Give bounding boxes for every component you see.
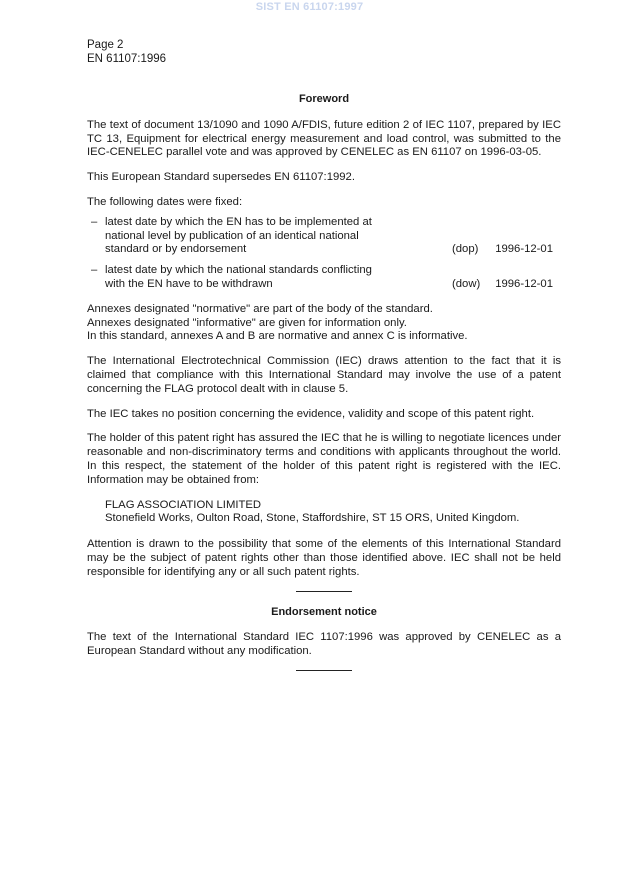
divider (296, 670, 352, 671)
list-item-text: latest date by which the national standards conflicting with the EN have to be withdrawn (105, 264, 372, 290)
patent-paragraph-4: Attention is drawn to the possibility that some of the elements of this International Standard may be the subject of patent rights other than those identified above. IEC shall not be held responsible for identifying any or all such patent rights. (87, 538, 561, 578)
divider (296, 591, 352, 592)
date-code: (dow) (452, 277, 481, 290)
patent-paragraph-2: The IEC takes no position concerning the evidence, validity and scope of this patent right. (87, 407, 535, 420)
endorsement-title: Endorsement notice (271, 605, 377, 618)
date-value: 1996-12-01 (495, 277, 553, 290)
dates-intro: The following dates were fixed: (87, 195, 243, 208)
supersedes-paragraph: This European Standard supersedes EN 61107:1992. (87, 171, 355, 184)
date-value: 1996-12-01 (495, 243, 553, 256)
annex-note-1: Annexes designated "normative" are part of the body of the standard. (87, 302, 433, 315)
foreword-paragraph-1: The text of document 13/1090 and 1090 A/FDIS, future edition 2 of IEC 1107, prepared by IEC TC 13, Equipment for electrical energy measurement and load control, was submitted to the IEC-CENELEC parallel vote and was approved by CENELEC as EN 61107 on 1996-03-05. (87, 118, 561, 159)
endorsement-text: The text of the International Standard IEC 1107:1996 was approved by CENELEC as a European Standard without any modification. (87, 631, 561, 658)
annex-notes (87, 303, 561, 344)
annex-note-2: Annexes designated "informative" are given for information only. (87, 316, 407, 329)
patent-holder-address (87, 499, 561, 527)
list-item-text: latest date by which the EN has to be implemented at national level by publication of an identical national standard or by endorsement (105, 215, 372, 256)
patent-paragraph-1: The International Electrotechnical Commission (IEC) draws attention to the fact that it is claimed that compliance with this International Standard may involve the use of a patent concerning the FLAG protocol dealt with in clause 5. (87, 355, 561, 395)
date-code: (dop) (452, 243, 479, 256)
list-dash: – (91, 215, 98, 228)
foreword-title: Foreword (298, 93, 350, 105)
address-line: Stonefield Works, Oulton Road, Stone, Staffordshire, ST 15 ORS, United Kingdom. (105, 512, 520, 525)
document-id: EN 61107:1996 (87, 53, 167, 65)
page-header (87, 38, 166, 66)
list-item (87, 264, 561, 292)
page-body (87, 93, 561, 685)
address-name: FLAG ASSOCIATION LIMITED (105, 498, 262, 511)
list-item (87, 216, 561, 257)
patent-paragraph-3: The holder of this patent right has assured the IEC that he is willing to negotiate licences under reasonable and non-discriminatory terms and conditions with applicants throughout the world. In this respect, the statement of the holder of this patent right is registered with the IEC. Information may be obtained from: (87, 432, 561, 486)
dates-list (87, 216, 561, 292)
watermark: SIST EN 61107:1997 (255, 1, 364, 13)
annex-note-3: In this standard, annexes A and B are normative and annex C is informative. (87, 330, 468, 343)
page-number: Page 2 (87, 39, 124, 51)
list-dash: – (91, 264, 98, 277)
